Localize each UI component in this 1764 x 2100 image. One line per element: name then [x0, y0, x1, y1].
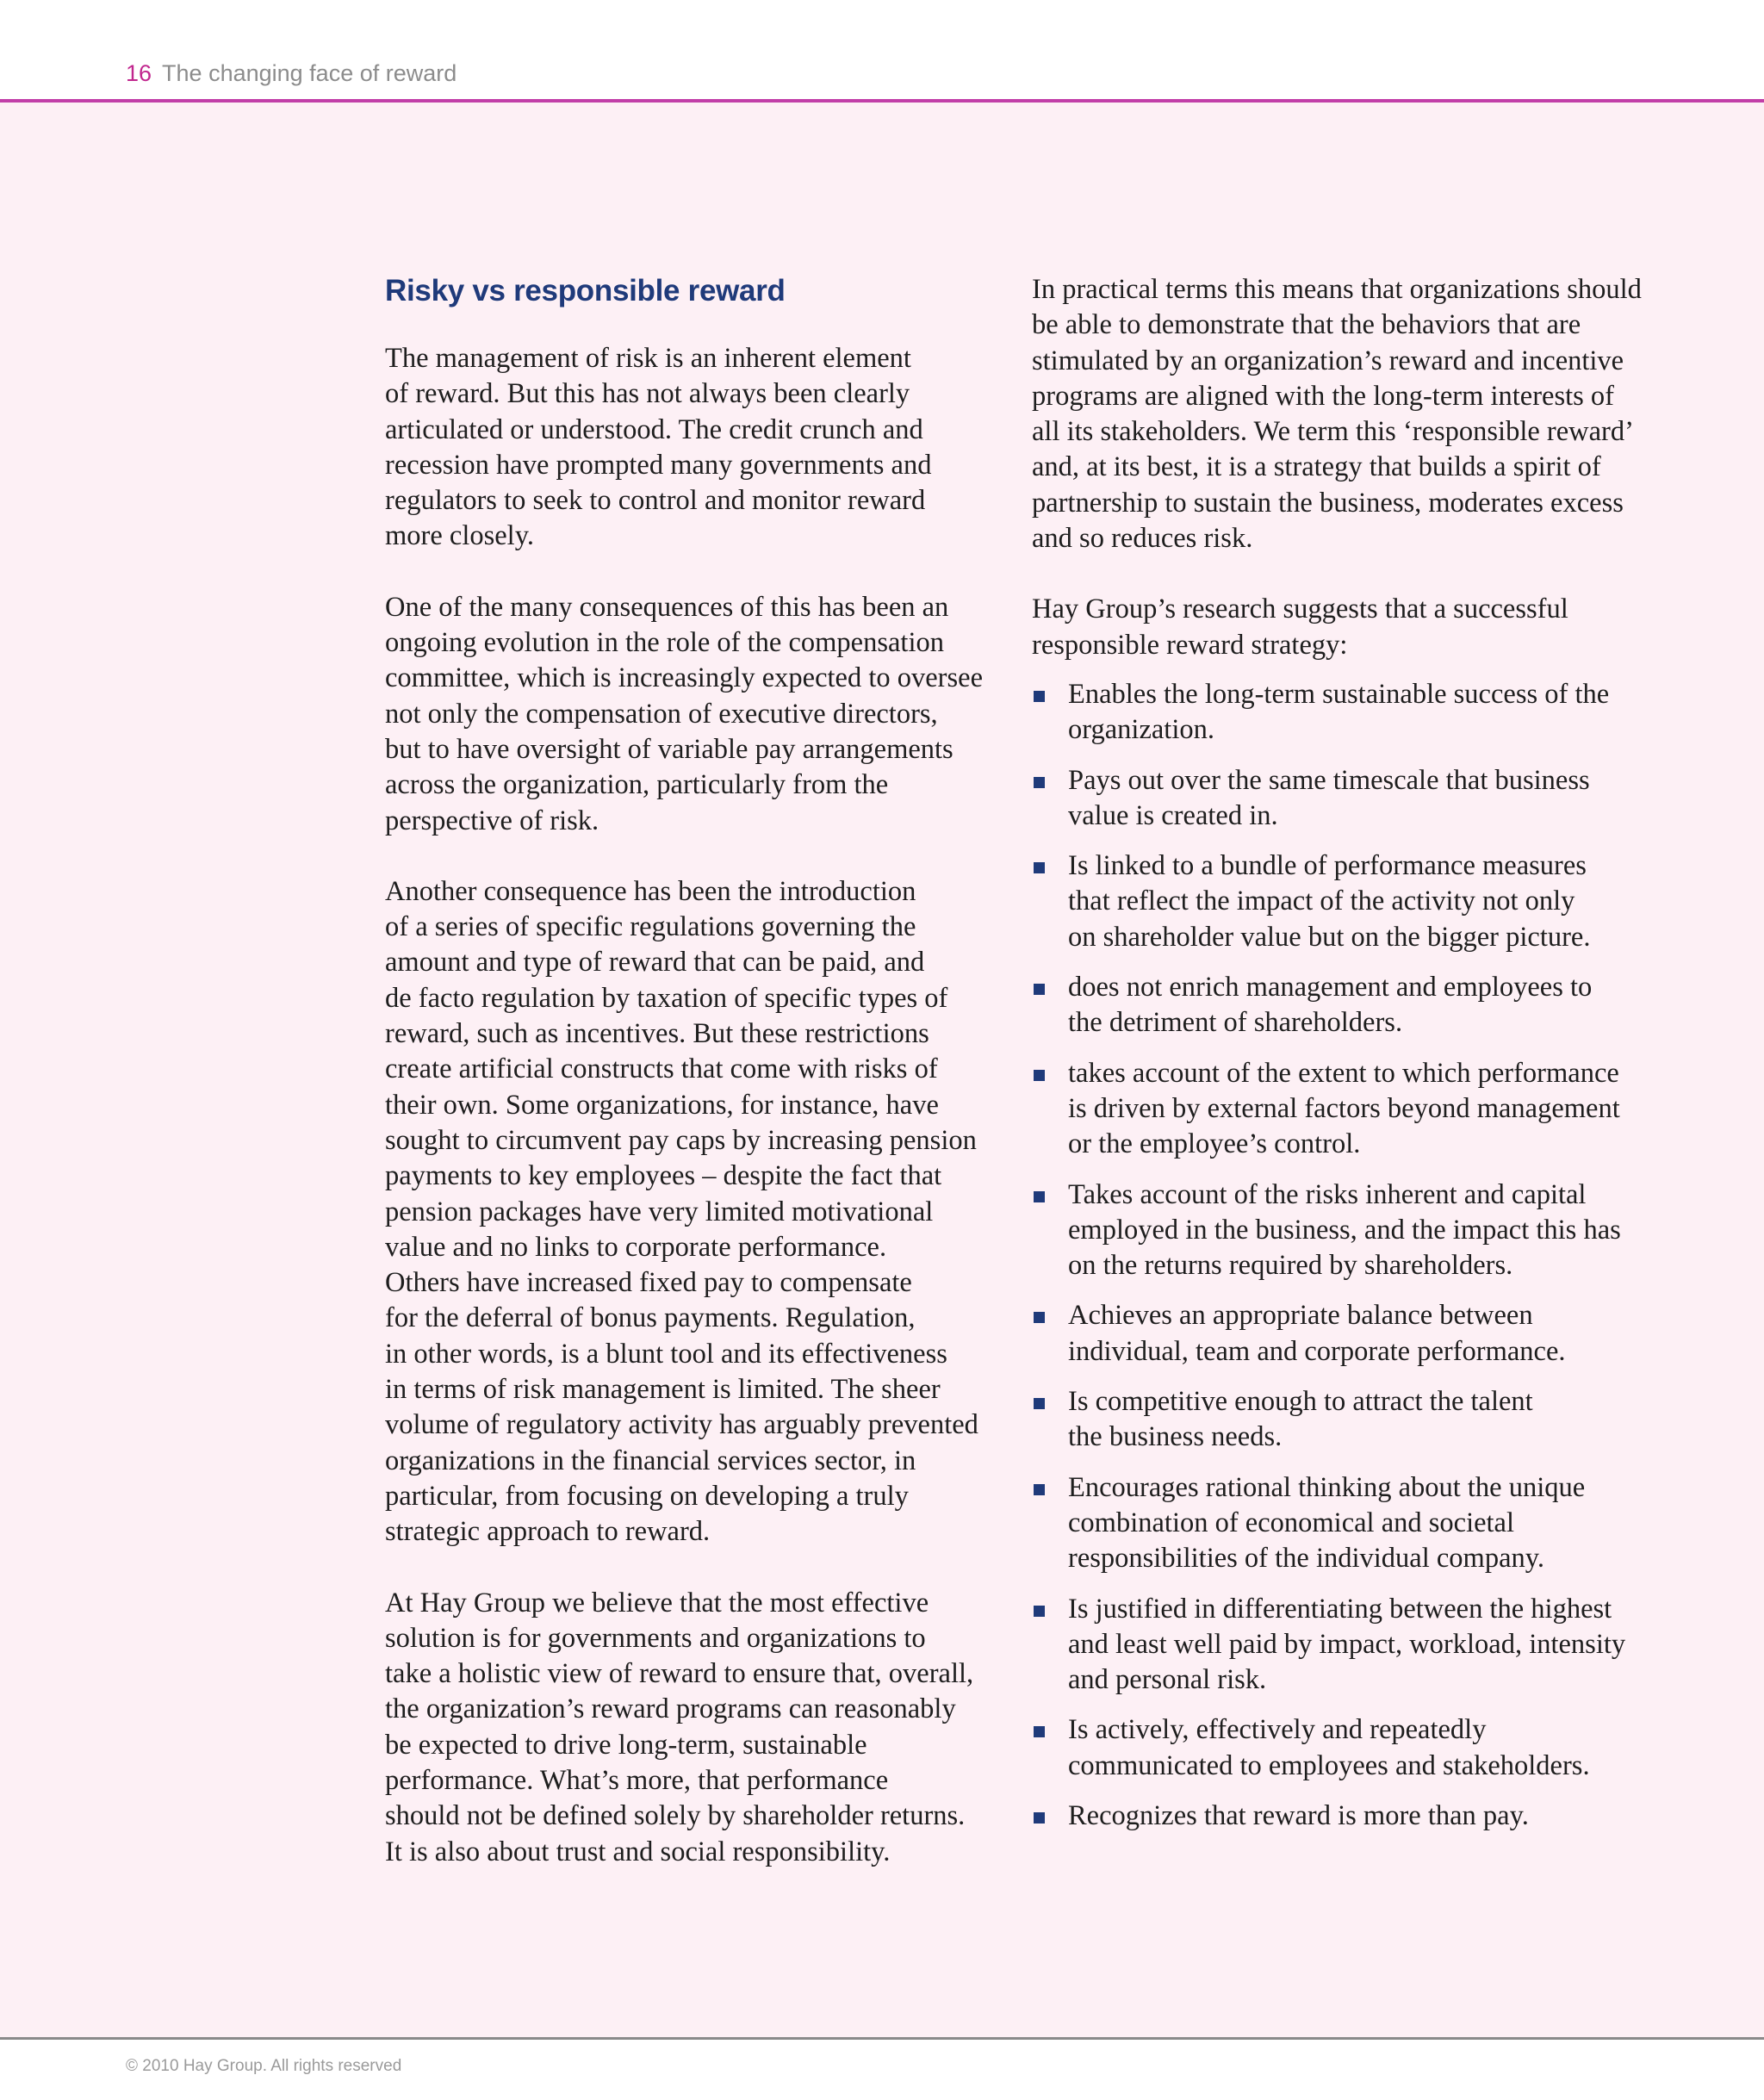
text-line: Is linked to a bundle of performance measures [1068, 850, 1587, 882]
text-line: Is justified in differentiating between the highest [1068, 1593, 1612, 1625]
text-line: recession have prompted many governments and [385, 449, 932, 481]
bullet-item [1032, 970, 1635, 1041]
text-line: is driven by external factors beyond management [1068, 1092, 1620, 1124]
page-header [0, 0, 1764, 102]
text-line: not only the compensation of executive directors, [385, 698, 938, 730]
text-line: strategic approach to reward. [385, 1516, 711, 1548]
text-line: ongoing evolution in the role of the compensation [385, 627, 944, 659]
body-paragraph [385, 874, 988, 1550]
text-line: be able to demonstrate that the behaviors that are [1032, 309, 1581, 341]
bullet-item [1032, 1712, 1635, 1784]
square-bullet-icon [1034, 984, 1045, 995]
text-line: organizations in the financial services sector, in [385, 1445, 916, 1476]
bullet-item [1032, 848, 1635, 955]
text-line: At Hay Group we believe that the most effective [385, 1587, 929, 1618]
text-line: on shareholder value but on the bigger picture. [1068, 921, 1591, 953]
text-line: in terms of risk management is limited. The sheer [385, 1374, 941, 1406]
text-line: the detriment of shareholders. [1068, 1007, 1403, 1039]
text-line: value is created in. [1068, 799, 1278, 831]
text-line: Is competitive enough to attract the talent [1068, 1386, 1533, 1418]
square-bullet-icon [1034, 777, 1045, 788]
text-line: all its stakeholders. We term this ‘responsible reward’ [1032, 416, 1634, 448]
text-line: pension packages have very limited motivational [385, 1196, 934, 1227]
text-line: volume of regulatory activity has arguably prevented [385, 1409, 978, 1441]
text-line: Enables the long-term sustainable success of the [1068, 678, 1610, 710]
square-bullet-icon [1034, 1398, 1045, 1409]
square-bullet-icon [1034, 1070, 1045, 1081]
text-line: more closely. [385, 520, 534, 552]
text-line: programs are aligned with the long-term interests of [1032, 380, 1614, 412]
text-line: should not be defined solely by shareholder returns. [385, 1800, 966, 1832]
text-line: of a series of specific regulations governing the [385, 911, 916, 943]
text-line: employed in the business, and the impact this has [1068, 1214, 1621, 1246]
text-line: stimulated by an organization’s reward and incentive [1032, 345, 1624, 376]
square-bullet-icon [1034, 691, 1045, 702]
text-line: Achieves an appropriate balance between [1068, 1300, 1533, 1332]
bullet-item [1032, 1799, 1635, 1834]
page-footer [0, 2040, 1764, 2100]
bullet-item [1032, 1592, 1635, 1699]
text-line: for the deferral of bonus payments. Regulation, [385, 1302, 916, 1334]
right-paragraph [1032, 272, 1642, 556]
text-line: It is also about trust and social responsibility. [385, 1836, 891, 1867]
square-bullet-icon [1034, 862, 1045, 873]
square-bullet-icon [1034, 1812, 1045, 1824]
text-line: articulated or understood. The credit crunch and [385, 413, 923, 445]
text-line: their own. Some organizations, for instance, have [385, 1089, 939, 1121]
text-line: combination of economical and societal [1068, 1507, 1515, 1538]
text-line: Hay Group’s research suggests that a successful [1032, 593, 1568, 625]
text-line: The management of risk is an inherent element [385, 343, 911, 374]
square-bullet-icon [1034, 1726, 1045, 1737]
text-line: the business needs. [1068, 1421, 1283, 1453]
bullet-item [1032, 1384, 1635, 1456]
text-line: In practical terms this means that organizations should [1032, 274, 1642, 305]
text-line: in other words, is a blunt tool and its effectiveness [385, 1338, 947, 1370]
text-line: de facto regulation by taxation of specific types of [385, 982, 948, 1014]
text-line: or the employee’s control. [1068, 1128, 1361, 1160]
text-line: Recognizes that reward is more than pay. [1068, 1799, 1529, 1831]
left-paragraphs [385, 341, 988, 1870]
text-line: performance. What’s more, that performance [385, 1764, 889, 1796]
bullet-item [1032, 1177, 1635, 1284]
text-line: be expected to drive long-term, sustainable [385, 1729, 867, 1761]
text-line: perspective of risk. [385, 805, 599, 836]
text-line: regulators to seek to control and monitor reward [385, 485, 926, 517]
text-line: Pays out over the same timescale that business [1068, 764, 1590, 796]
text-line: partnership to sustain the business, moderates excess [1032, 487, 1624, 519]
text-line: particular, from focusing on developing a truly [385, 1480, 909, 1512]
body-paragraph [385, 590, 988, 839]
text-line: Encourages rational thinking about the unique [1068, 1471, 1586, 1503]
bullet-intro [1032, 592, 1635, 663]
bullet-item [1032, 763, 1635, 835]
page-number: 16 [126, 60, 152, 86]
text-line: responsible reward strategy: [1032, 629, 1348, 661]
copyright-text: © 2010 Hay Group. All rights reserved [126, 2057, 402, 2075]
text-line: create artificial constructs that come with risks of [385, 1053, 938, 1085]
bullet-list [1032, 677, 1635, 1834]
text-line: and, at its best, it is a strategy that builds a spirit of [1032, 451, 1601, 483]
text-line: on the returns required by shareholders. [1068, 1250, 1513, 1282]
bullet-item [1032, 1470, 1635, 1577]
text-line: of reward. But this has not always been clearly [385, 378, 910, 410]
text-line: Takes account of the risks inherent and capital [1068, 1178, 1587, 1210]
text-line: organization. [1068, 714, 1214, 746]
square-bullet-icon [1034, 1312, 1045, 1323]
text-line: take a holistic view of reward to ensure that, overall, [385, 1658, 974, 1690]
running-header [126, 60, 457, 87]
text-line: Is actively, effectively and repeatedly [1068, 1714, 1487, 1746]
bullet-item [1032, 1056, 1635, 1163]
text-line: One of the many consequences of this has been an [385, 591, 949, 623]
left-column [385, 272, 988, 1905]
text-line: takes account of the extent to which performance [1068, 1057, 1619, 1089]
text-line: but to have oversight of variable pay arrangements [385, 733, 953, 765]
bullet-item [1032, 677, 1635, 749]
text-line: communicated to employees and stakeholders. [1068, 1749, 1590, 1781]
running-title: The changing face of reward [162, 60, 457, 86]
text-line: individual, team and corporate performance. [1068, 1335, 1566, 1367]
bullet-item [1032, 1298, 1635, 1370]
text-line: Another consequence has been the introduction [385, 875, 916, 907]
square-bullet-icon [1034, 1484, 1045, 1495]
text-line: solution is for governments and organizations to [385, 1622, 926, 1654]
text-line: responsibilities of the individual company. [1068, 1543, 1545, 1575]
text-line: the organization’s reward programs can reasonably [385, 1693, 956, 1725]
right-column [1032, 272, 1642, 1848]
text-line: and so reduces risk. [1032, 523, 1253, 555]
text-line: committee, which is increasingly expected to oversee [385, 662, 983, 694]
text-line: reward, such as incentives. But these restrictions [385, 1018, 929, 1050]
text-line: payments to key employees – despite the fact that [385, 1160, 942, 1192]
text-line: and personal risk. [1068, 1664, 1267, 1696]
text-line: and least well paid by impact, workload, intensity [1068, 1628, 1626, 1660]
text-line: Others have increased fixed pay to compensate [385, 1267, 912, 1299]
body-paragraph [385, 1586, 988, 1870]
square-bullet-icon [1034, 1191, 1045, 1202]
text-line: that reflect the impact of the activity not only [1068, 885, 1575, 917]
text-line: value and no links to corporate performance. [385, 1231, 887, 1263]
body-paragraph [385, 341, 988, 555]
text-line: sought to circumvent pay caps by increasing pension [385, 1124, 977, 1156]
square-bullet-icon [1034, 1606, 1045, 1617]
text-line: does not enrich management and employees to [1068, 972, 1593, 1003]
text-line: across the organization, particularly from the [385, 769, 889, 801]
text-line: amount and type of reward that can be paid, and [385, 947, 925, 979]
section-title: Risky vs responsible reward [385, 274, 786, 308]
